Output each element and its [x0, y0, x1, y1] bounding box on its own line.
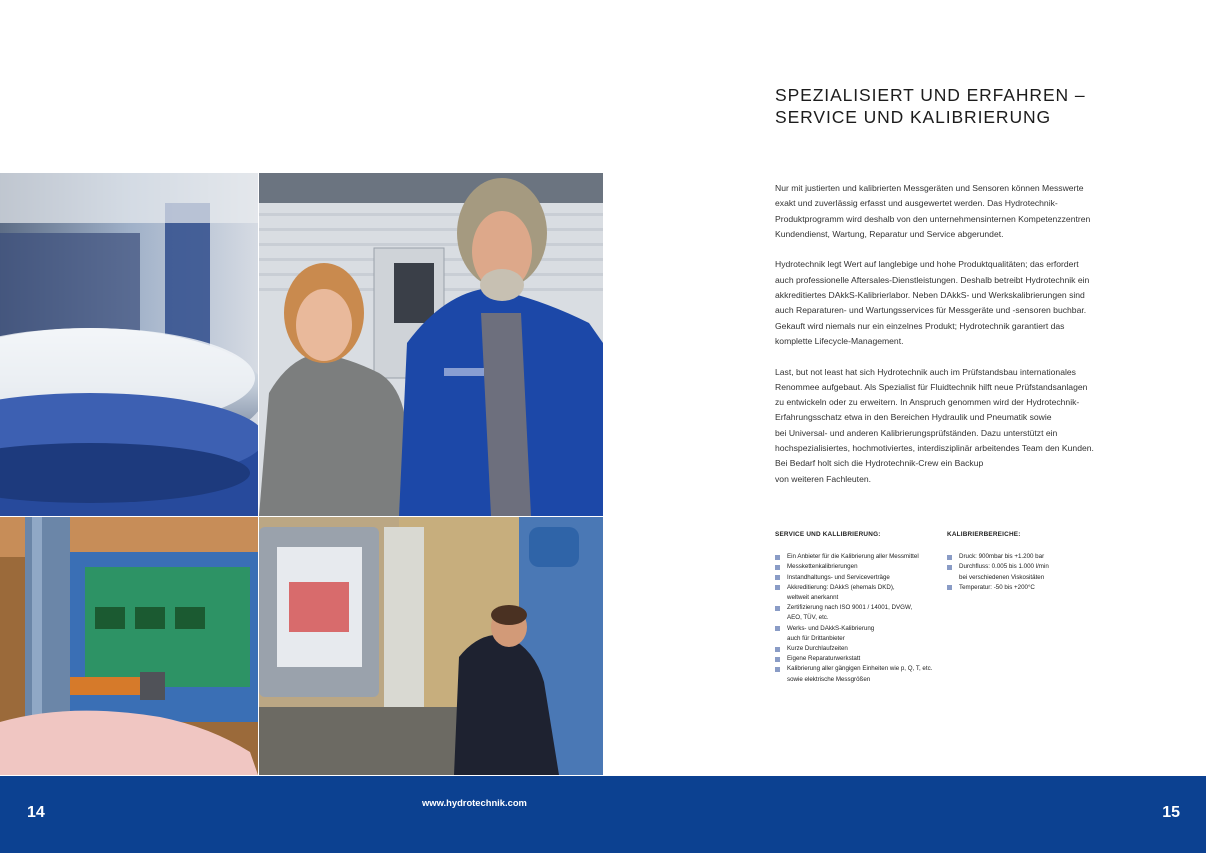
calibration-ranges — [947, 530, 1077, 593]
text-line: Hydrotechnik legt Wert auf langlebige und hohe Produktqualitäten; das erfordert — [775, 259, 1079, 270]
list-item-text: Druck: 900mbar bis +1.200 bar — [959, 553, 1045, 561]
list-item — [775, 664, 935, 684]
list-item-text: Temperatur: -50 bis +200°C — [959, 583, 1035, 591]
text-line: von weiteren Fachleuten. — [775, 473, 872, 484]
list-item — [775, 552, 935, 562]
list-item-text: Werks- und DAkkS-Kalibrierung — [787, 624, 875, 632]
text-line: Erfahrungsschatz etwa in den Bereichen Hydraulik und Pneumatik sowie — [775, 412, 1052, 423]
text-line: Bei Bedarf holt sich die Hydrotechnik-Crew ein Backup — [775, 458, 984, 469]
service-list-title: SERVICE UND KALLIBRIERUNG: — [775, 531, 881, 538]
paragraph-1 — [775, 181, 1120, 242]
website-link[interactable]: www.hydrotechnik.com — [422, 797, 527, 808]
list-item — [947, 552, 1077, 562]
list-item-text: AEO, TÜV, etc. — [787, 614, 829, 622]
text-line: Produktprogramm wird deshalb von den unternehmensinternen Kompetenzzentren — [775, 213, 1091, 224]
body-text — [775, 181, 1120, 502]
photo-workshop-operator — [259, 517, 603, 775]
text-line: zu entwickeln oder zu erweitern. In Anspruch genommen wird der Hydrotechnik- — [775, 397, 1080, 408]
text-line: Gekauft wird niemals nur ein einzelnes Produkt; Hydrotechnik garantiert das — [775, 320, 1065, 331]
text-line: Nur mit justierten und kalibrierten Messgeräten und Sensoren können Messwerte — [775, 183, 1084, 193]
list-item-text: Zertifizierung nach ISO 9001 / 14001, DVGW, — [787, 604, 913, 612]
text-line: akkreditiertes DAkkS-Kalibrierlabor. Neben DAkkS- und Werkskalibrierungen sind — [775, 290, 1085, 301]
list-item-text: weltweit anerkannt — [787, 594, 839, 602]
list-item-text: Messkettenkalibrierungen — [787, 563, 858, 571]
service-list — [775, 530, 935, 685]
list-item — [947, 562, 1077, 582]
list-item-text: Akkreditierung: DAkkS (ehemals DKD), — [787, 583, 895, 591]
calibration-ranges-title: KALIBRIERBEREICHE: — [947, 531, 1021, 538]
photo-sensor-and-display — [0, 517, 258, 775]
text-line: auch Reparaturen- und Wartungsservices für Messgeräte und -sensoren buchbar. — [775, 305, 1087, 316]
list-item-text: Instandhaltungs- und Serviceverträge — [787, 573, 890, 581]
text-line: Last, but not least hat sich Hydrotechnik auch im Prüfstandsbau internationales — [775, 366, 1076, 377]
list-item-text: sowie elektrische Messgrößen — [787, 675, 871, 683]
page-number-left: 14 — [27, 804, 45, 821]
text-line: auch professionelle Aftersales-Dienstleistungen. Deshalb betreibt Hydrotechnik ein — [775, 274, 1090, 285]
list-item-text: bei verschiedenen Viskositäten — [959, 573, 1045, 581]
photo-calibration-device-closeup — [0, 173, 258, 516]
footer-bar — [0, 776, 1206, 853]
text-line: komplette Lifecycle-Management. — [775, 335, 904, 346]
text-line: exakt und zuverlässig erfasst und ausgewertet werden. Das Hydrotechnik- — [775, 198, 1058, 209]
paragraph-2 — [775, 257, 1120, 349]
list-item-text: Durchfluss: 0.005 bis 1.000 l/min — [959, 563, 1049, 571]
list-item — [947, 583, 1077, 593]
list-item — [775, 654, 935, 664]
text-line: Renommee aufgebaut. Als Spezialist für Fluidtechnik hilft neue Prüfstandsanlagen — [775, 381, 1088, 392]
photo-two-employees — [259, 173, 603, 516]
list-item — [775, 583, 935, 603]
paragraph-3 — [775, 365, 1120, 487]
text-line: hochspezialisiertes, hochmotiviertes, interdisziplinär arbeitendes Team den Kunden. — [775, 443, 1094, 454]
list-item-text: Kalibrierung aller gängigen Einheiten wie p, Q, T, etc. — [787, 665, 933, 673]
list-item — [775, 603, 935, 623]
list-item-text: Kurze Durchlaufzeiten — [787, 645, 848, 653]
list-item-text: auch für Drittanbieter — [787, 634, 845, 642]
page-heading — [775, 84, 1175, 128]
text-line: bei Universal- und anderen Kalibrierungsprüfständen. Dazu unterstützt ein — [775, 427, 1058, 438]
page-number-right: 15 — [1162, 804, 1180, 821]
heading-line-2: SERVICE UND KALIBRIERUNG — [775, 107, 1052, 127]
list-item — [775, 573, 935, 583]
heading-line-1: SPEZIALISIERT UND ERFAHREN – — [775, 85, 1086, 105]
list-item — [775, 562, 935, 572]
list-item — [775, 624, 935, 644]
text-line: Kundendienst, Wartung, Reparatur und Service abgerundet. — [775, 228, 1004, 239]
list-item — [775, 644, 935, 654]
list-item-text: Ein Anbieter für die Kalibrierung aller Messmittel — [787, 553, 919, 561]
list-item-text: Eigene Reparaturwerkstatt — [787, 655, 861, 663]
